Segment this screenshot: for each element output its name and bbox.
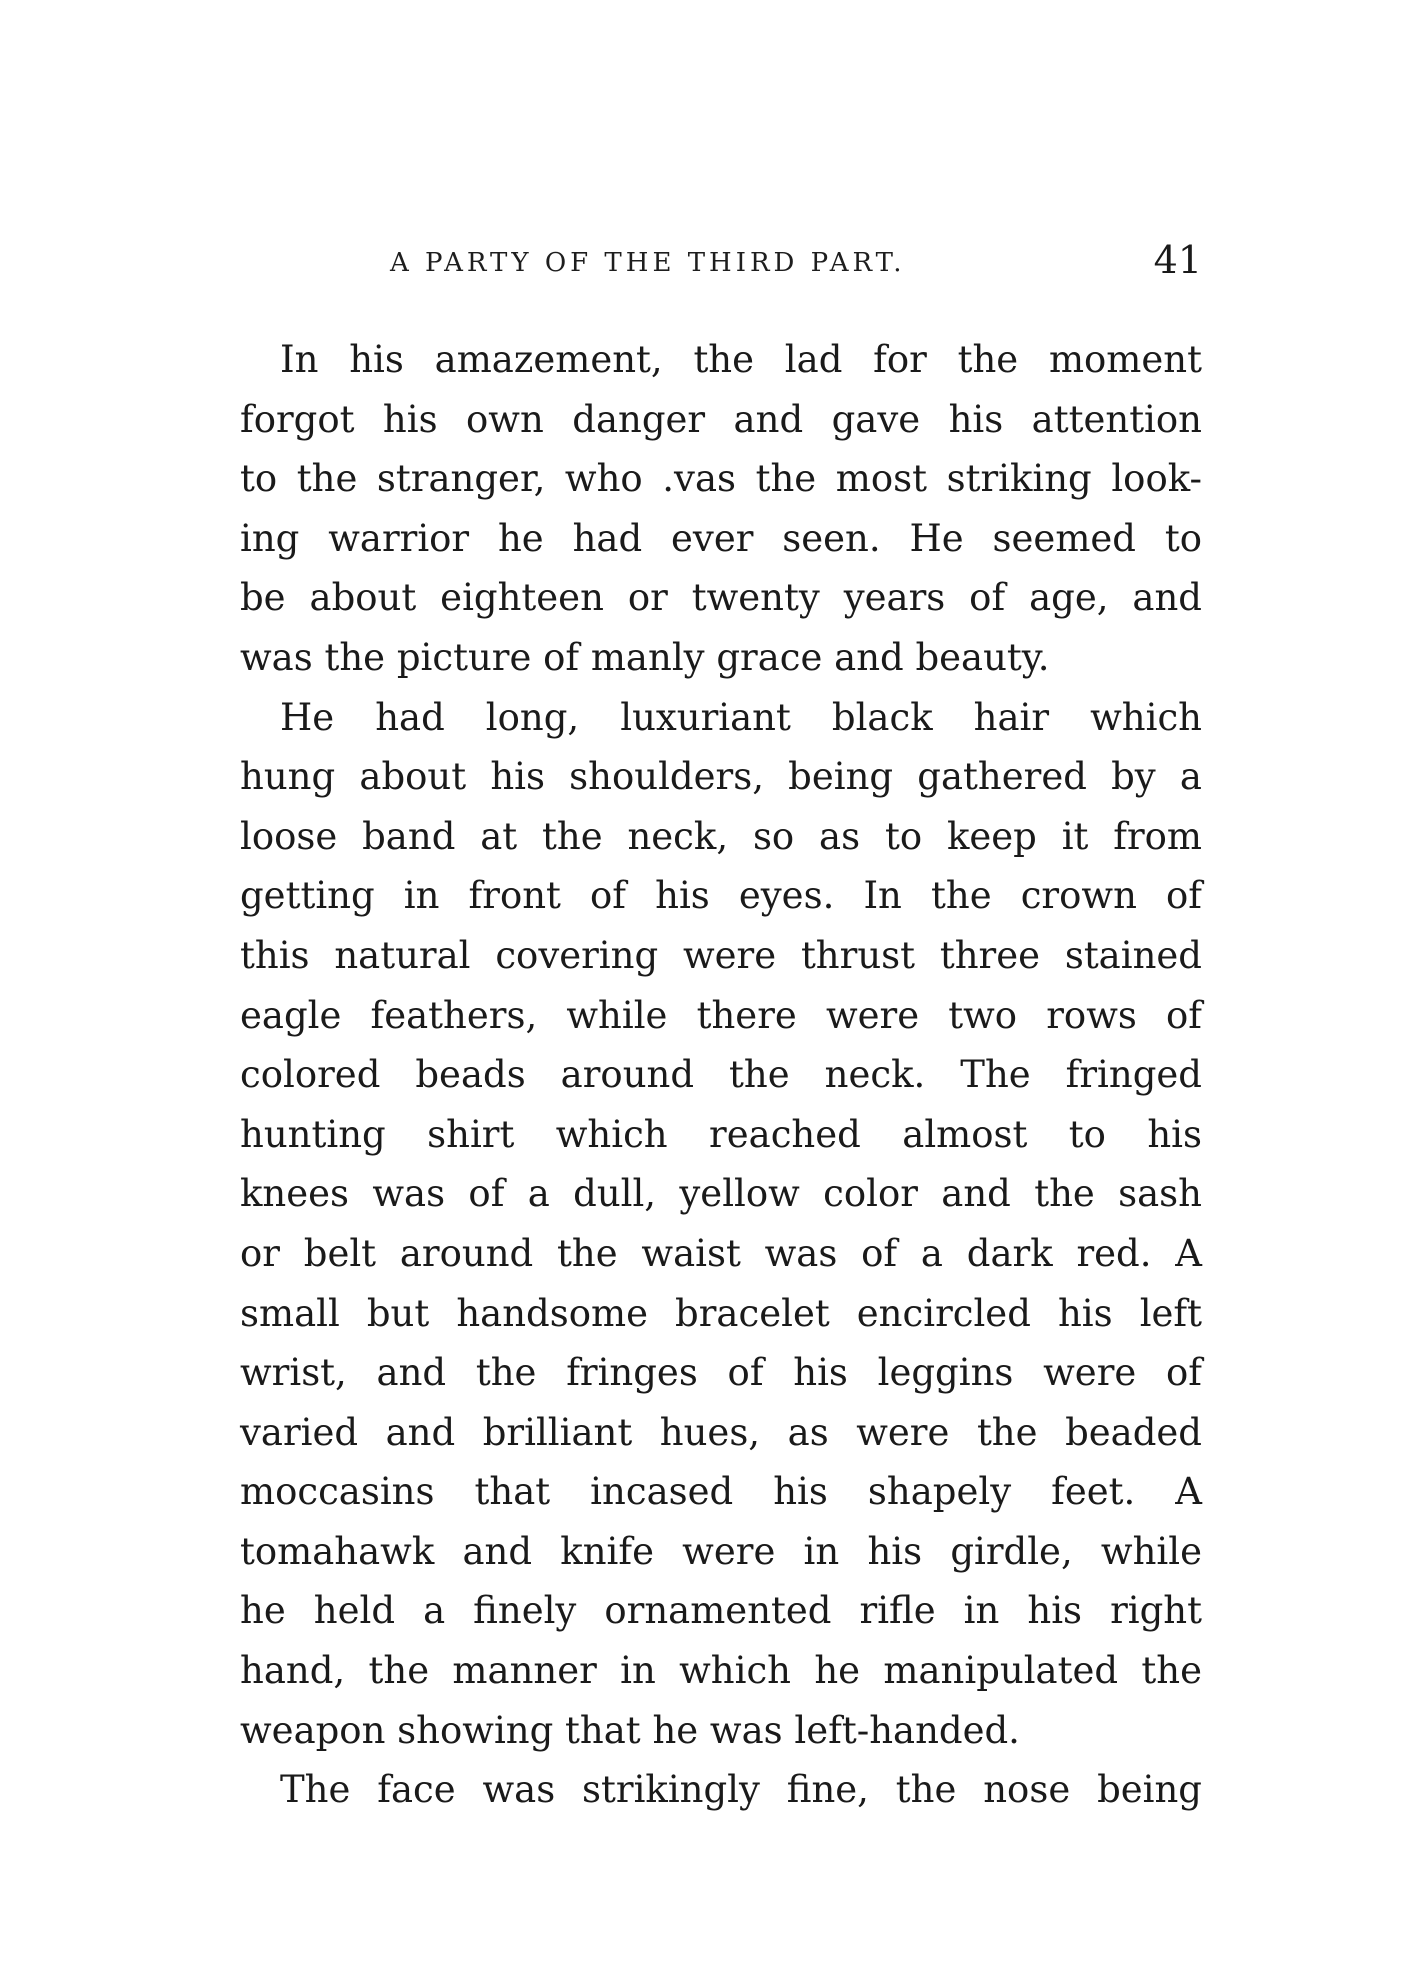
- paragraph-3: [240, 1760, 1202, 1820]
- text-line: colored beads around the neck. The fringed: [240, 1053, 1202, 1097]
- page-number: 41: [1153, 238, 1202, 282]
- text-line: The face was strikingly fine, the nose being: [280, 1768, 1202, 1812]
- text-line: be about eighteen or twenty years of age, and: [240, 576, 1202, 620]
- text-line: hand, the manner in which he manipulated the: [240, 1649, 1202, 1693]
- text-line: ing warrior he had ever seen. He seemed to: [240, 516, 1202, 560]
- text-line: He had long, luxuriant black hair which: [280, 695, 1202, 739]
- text-line: In his amazement, the lad for the moment: [280, 338, 1202, 381]
- text-line: he held a finely ornamented rifle in his right: [240, 1589, 1202, 1633]
- paragraph-2: [240, 688, 1202, 1761]
- text-line: loose band at the neck, so as to keep it from: [240, 814, 1202, 858]
- text-line: was the picture of manly grace and beauty.: [240, 635, 1050, 679]
- text-line: hung about his shoulders, being gathered by a: [240, 755, 1202, 799]
- text-line: hunting shirt which reached almost to his: [240, 1112, 1202, 1156]
- text-line: to the stranger, who .vas the most striking look-: [240, 457, 1202, 501]
- running-title: A PARTY OF THE THIRD PART.: [390, 248, 906, 278]
- text-line: varied and brilliant hues, as were the beaded: [240, 1410, 1202, 1454]
- body-text: [240, 330, 1202, 1820]
- text-line: this natural covering were thrust three stained: [240, 933, 1202, 977]
- text-line: or belt around the waist was of a dark red. A: [240, 1231, 1202, 1275]
- text-line: wrist, and the fringes of his leggins were of: [240, 1351, 1202, 1395]
- text-line: getting in front of his eyes. In the crown of: [240, 874, 1202, 918]
- text-line: forgot his own danger and gave his attention: [240, 397, 1202, 441]
- text-line: small but handsome bracelet encircled his left: [240, 1291, 1202, 1335]
- text-line: weapon showing that he was left-handed.: [240, 1708, 1020, 1752]
- text-line: tomahawk and knife were in his girdle, while: [240, 1529, 1202, 1573]
- paragraph-1: [240, 330, 1202, 688]
- text-line: eagle feathers, while there were two rows of: [240, 993, 1202, 1037]
- text-line: knees was of a dull, yellow color and the sash: [240, 1172, 1202, 1216]
- running-head: [240, 238, 1202, 288]
- text-line: moccasins that incased his shapely feet. A: [240, 1470, 1202, 1514]
